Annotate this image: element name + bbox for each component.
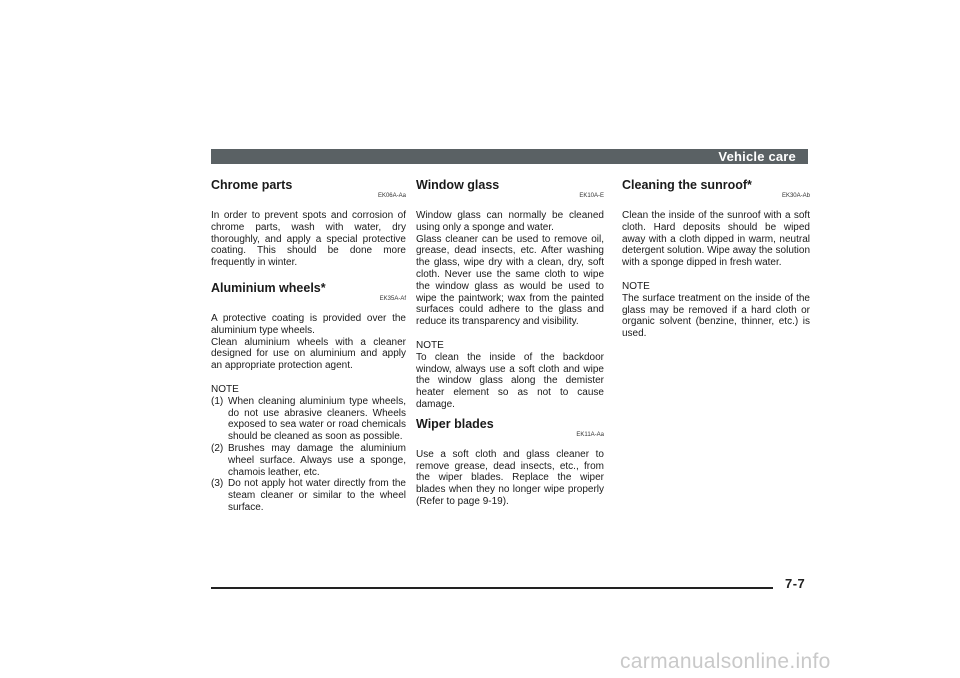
note-number: (2) (211, 442, 224, 454)
note-number: (1) (211, 395, 224, 407)
note-text: Brushes may damage the aluminium wheel surface. Always use a sponge, chamois leather, etc. (228, 442, 406, 478)
section-header-bar (211, 149, 808, 164)
section-code: EK11A-Aa (576, 431, 604, 438)
paragraph: Use a soft cloth and glass cleaner to remove grease, dead insects, etc., from the wiper blades. Replace the wiper blades when they no longer wipe properly (Refer to page 9-19). (416, 448, 604, 507)
section-code: EK30A-Ab (781, 193, 810, 199)
note-label: NOTE (416, 339, 444, 351)
section-window-glass (416, 178, 604, 411)
section-code: EK10A-E (579, 193, 604, 199)
note-text: To clean the inside of the backdoor window, always use a soft cloth and wipe the window glass along the demister heater element so as not to cause damage. (416, 351, 604, 410)
section-title: Window glass (416, 178, 500, 192)
section-title: Cleaning the sunroof* (622, 178, 752, 192)
watermark: carmanualsonline.info (620, 650, 831, 673)
section-code: EK35A-Af (379, 295, 406, 302)
note-item (211, 396, 406, 443)
note-label: NOTE (211, 383, 239, 395)
section-title: Aluminium wheels* (211, 280, 326, 295)
chapter-title: Vehicle care (718, 149, 796, 164)
section-code: EK06A-Aa (377, 193, 406, 199)
note-text: The surface treatment on the inside of the glass may be removed if a hard cloth or organic solvent (benzine, thinner, etc.) is used. (622, 292, 810, 340)
paragraph: In order to prevent spots and corrosion of chrome parts, wash with water, dry thoroughly, and apply a special protective coating. This should be done more frequently in winter. (211, 210, 406, 269)
column-right (622, 178, 810, 340)
note-number: (3) (211, 478, 224, 490)
note-label: NOTE (622, 280, 650, 292)
paragraph: Window glass can normally be cleaned using only a sponge and water. (416, 210, 604, 233)
section-title: Wiper blades (416, 416, 494, 431)
paragraph: A protective coating is provided over the aluminium type wheels. (211, 312, 406, 336)
section-aluminium-wheels (211, 281, 406, 514)
section-wiper-blades (416, 417, 604, 508)
note-text: When cleaning aluminium type wheels, do not use abrasive cleaners. Wheels exposed to sea water or road chemicals should be cleaned as soon as possible. (228, 395, 406, 443)
section-title: Chrome parts (211, 178, 293, 192)
paragraph: Clean aluminium wheels with a cleaner designed for use on aluminium and apply an appropriate protection agent. (211, 336, 406, 372)
paragraph: Clean the inside of the sunroof with a soft cloth. Hard deposits should be wiped away with a cloth dipped in warm, neutral detergent solution. Wipe away the solution with a sponge dipped in fresh water. (622, 210, 810, 269)
note-list (211, 396, 406, 514)
paragraph: Glass cleaner can be used to remove oil, grease, dead insects, etc. After washing the glass, wipe dry with a clean, dry, soft cloth. Never use the same cloth to wipe the window glass as would be used to wipe the paintwork; wax from the painted surfaces could adhere to the glass and reduce its transparency and visibility. (416, 233, 604, 328)
page-number: 7-7 (785, 576, 806, 591)
section-chrome-parts (211, 178, 406, 269)
note-item (211, 443, 406, 478)
note-item (211, 478, 406, 513)
column-left (211, 178, 406, 514)
footer-rule (211, 587, 773, 589)
section-cleaning-sunroof (622, 178, 810, 340)
note-text: Do not apply hot water directly from the steam cleaner or similar to the wheel surface. (228, 478, 406, 513)
column-middle (416, 178, 604, 508)
